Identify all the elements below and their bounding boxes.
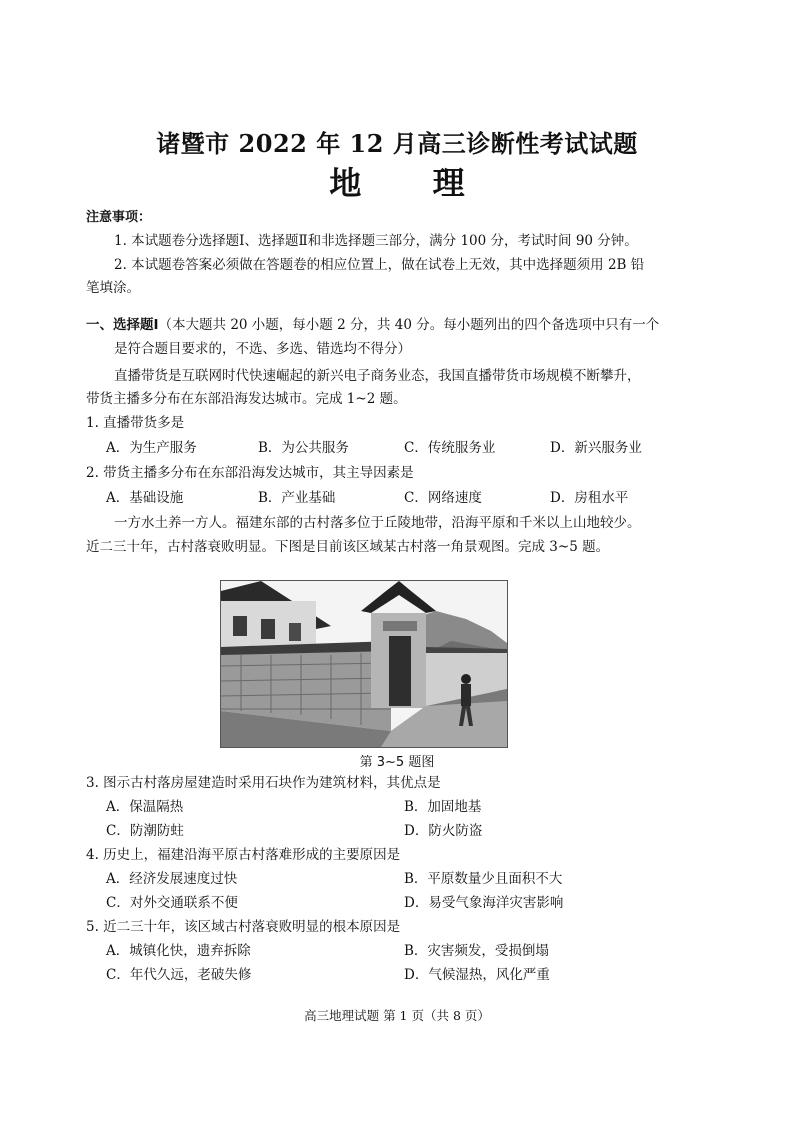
passage-1-line-1: 直播带货是互联网时代快速崛起的新兴电子商务业态，我国直播带货市场规模不断攀升，: [114, 368, 641, 384]
question-2-option-b: B．产业基础: [258, 490, 336, 506]
passage-2-line-2: 近二三十年，古村落衰败明显。下图是目前该区域某古村落一角景观图。完成 3~5 题。: [86, 539, 610, 555]
notes-item-1: 1. 本试题卷分选择题Ⅰ、选择题Ⅱ和非选择题三部分，满分 100 分，考试时间 90 分钟。: [114, 233, 638, 249]
question-5-stem: 5. 近二三十年，该区域古村落衰败明显的根本原因是: [86, 919, 401, 935]
subject-title: 地 理: [329, 164, 495, 202]
passage-2-line-1: 一方水土养一方人。福建东部的古村落多位于丘陵地带，沿海平原和千米以上山地较少。: [114, 515, 641, 531]
question-2-option-c: C．网络速度: [404, 490, 482, 506]
question-2-stem: 2. 带货主播多分布在东部沿海发达城市，其主导因素是: [86, 465, 414, 481]
question-3-option-d: D．防火防盗: [404, 823, 483, 839]
question-4-option-a: A．经济发展速度过快: [106, 871, 238, 887]
notes-item-2: 2. 本试题卷答案必须做在答题卷的相应位置上，做在试卷上无效，其中选择题须用 2B 铅: [114, 257, 645, 273]
passage-1-line-2: 带货主播多分布在东部沿海发达城市。完成 1~2 题。: [86, 391, 407, 407]
figure-caption: 第 3~5 题图: [359, 755, 435, 770]
question-2-option-a: A．基础设施: [106, 490, 184, 506]
question-4-option-d: D．易受气象海洋灾害影响: [404, 895, 564, 911]
question-1-option-a: A．为生产服务: [106, 440, 197, 456]
section-1-desc-cont: 是符合题目要求的，不选、多选、错选均不得分）: [114, 341, 411, 357]
question-3-option-c: C．防潮防蛀: [106, 823, 184, 839]
question-4-option-b: B．平原数量少且面积不大: [404, 871, 563, 887]
question-2-option-d: D．房租水平: [550, 490, 629, 506]
question-5-option-d: D．气候湿热，风化严重: [404, 967, 550, 983]
question-5-option-a: A．城镇化快，遗弃拆除: [106, 943, 251, 959]
question-3-option-b: B．加固地基: [404, 799, 482, 815]
question-1-option-c: C．传统服务业: [404, 440, 496, 456]
page-footer: 高三地理试题 第 1 页（共 8 页）: [304, 1008, 490, 1023]
question-1-stem: 1. 直播带货多是: [86, 415, 185, 431]
question-3-option-a: A．保温隔热: [106, 799, 184, 815]
notes-heading: 注意事项：: [86, 210, 152, 225]
question-5-option-c: C．年代久远，老破失修: [106, 967, 252, 983]
question-1-option-b: B．为公共服务: [258, 440, 349, 456]
question-4-option-c: C．对外交通联系不便: [106, 895, 238, 911]
question-1-option-d: D．新兴服务业: [550, 440, 642, 456]
section-1-desc: （本大题共 20 小题，每小题 2 分，共 40 分。每小题列出的四个备选项中只有一个: [158, 317, 660, 333]
exam-title: 诸暨市 2022 年 12 月高三诊断性考试试题: [156, 129, 638, 158]
question-3-stem: 3. 图示古村落房屋建造时采用石块作为建筑材料，其优点是: [86, 775, 441, 791]
section-1-heading: [86, 313, 659, 337]
question-5-option-b: B．灾害频发，受损倒塌: [404, 943, 549, 959]
section-1-title: 一、选择题Ⅰ: [86, 317, 159, 333]
village-photo: [220, 580, 508, 748]
notes-item-2-cont: 笔填涂。: [86, 280, 140, 296]
question-4-stem: 4. 历史上，福建沿海平原古村落难形成的主要原因是: [86, 847, 401, 863]
